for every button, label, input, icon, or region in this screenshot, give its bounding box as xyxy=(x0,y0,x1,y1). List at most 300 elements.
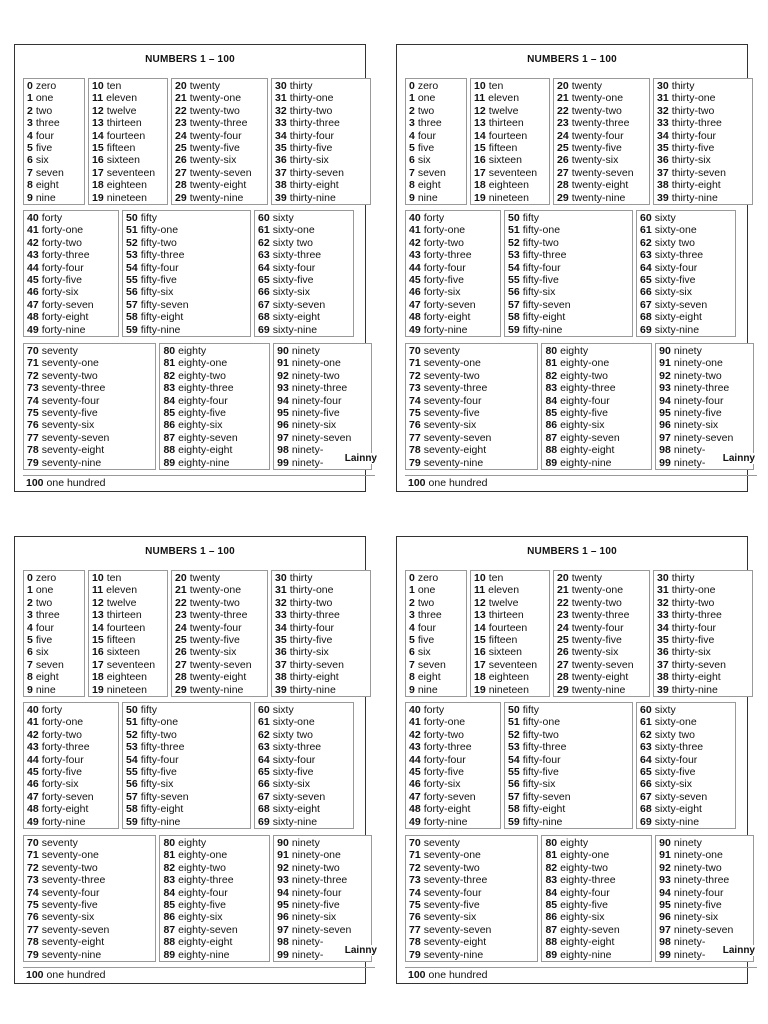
number-row xyxy=(409,572,466,584)
number-word: thirty-one xyxy=(671,92,716,105)
number-row xyxy=(163,911,269,923)
number-word: thirty-seven xyxy=(671,166,726,179)
number-word: fifty-three xyxy=(522,741,567,754)
number-word: six xyxy=(35,646,49,659)
number-word: seventy-five xyxy=(41,406,98,419)
number-row xyxy=(557,609,649,621)
number-column xyxy=(23,343,156,470)
number-row xyxy=(557,597,649,609)
number-word: nineteen xyxy=(488,191,529,204)
number-word: eighteen xyxy=(106,179,147,192)
number-digit: 58 xyxy=(126,803,138,816)
number-digit: 11 xyxy=(92,92,104,105)
number-row xyxy=(27,419,155,431)
number-row xyxy=(557,646,649,658)
number-row xyxy=(27,274,118,286)
number-word: eighty-six xyxy=(560,419,605,432)
number-row xyxy=(557,659,649,671)
number-digit: 46 xyxy=(27,778,39,791)
number-word: forty-nine xyxy=(41,323,86,336)
number-word: ninety xyxy=(673,345,702,357)
number-digit: 37 xyxy=(657,658,669,671)
number-row xyxy=(409,936,537,948)
number-digit: 72 xyxy=(27,861,39,874)
number-digit: 98 xyxy=(659,936,671,949)
number-digit: 65 xyxy=(640,765,652,778)
number-digit: 24 xyxy=(557,621,569,634)
number-word: forty-one xyxy=(41,224,84,237)
number-word: sixty-nine xyxy=(272,323,318,336)
number-column xyxy=(405,210,501,337)
number-word: fifty-eight xyxy=(140,311,184,324)
number-word: sixty-four xyxy=(654,753,698,766)
number-word: sixty-six xyxy=(654,778,693,791)
number-word: forty-two xyxy=(423,236,464,249)
number-digit: 0 xyxy=(27,80,33,92)
number-digit: 97 xyxy=(659,431,671,444)
number-word: eighty-three xyxy=(560,874,616,887)
number-digit: 34 xyxy=(657,621,669,634)
number-column xyxy=(553,570,650,697)
number-word: three xyxy=(35,117,60,130)
number-digit: 43 xyxy=(409,741,421,754)
number-digit: 9 xyxy=(409,191,415,204)
number-column xyxy=(405,702,501,829)
number-digit: 37 xyxy=(275,166,287,179)
number-word: forty-eight xyxy=(423,311,471,324)
number-digit: 44 xyxy=(409,261,421,274)
number-digit: 92 xyxy=(659,861,671,874)
number-word: nine xyxy=(417,683,438,696)
number-digit: 32 xyxy=(657,104,669,117)
number-digit: 72 xyxy=(409,369,421,382)
number-word: eighty-nine xyxy=(178,948,230,961)
number-digit: 84 xyxy=(163,886,176,899)
number-row xyxy=(659,357,753,369)
number-digit: 41 xyxy=(409,224,421,237)
number-word: seventy-three xyxy=(41,874,106,887)
number-digit: 39 xyxy=(275,191,287,204)
number-digit: 19 xyxy=(92,683,104,696)
number-word: ninety- xyxy=(673,444,706,457)
number-row xyxy=(92,130,167,142)
number-word: seven xyxy=(417,166,446,179)
number-digit: 0 xyxy=(27,572,33,584)
number-row xyxy=(27,572,84,584)
number-row xyxy=(27,597,84,609)
number-row xyxy=(657,684,752,696)
number-row xyxy=(545,874,651,886)
number-word: fifty-one xyxy=(140,224,179,237)
number-row xyxy=(92,117,167,129)
number-row xyxy=(474,117,549,129)
number-row xyxy=(163,407,269,419)
number-word: eighty-seven xyxy=(178,923,238,936)
number-row xyxy=(126,791,250,803)
number-word: twenty-one xyxy=(571,584,624,597)
number-digit: 77 xyxy=(409,431,421,444)
number-word: seven xyxy=(417,658,446,671)
number-row xyxy=(474,684,549,696)
number-row xyxy=(640,754,735,766)
number-column xyxy=(470,78,550,205)
number-column xyxy=(405,835,538,962)
number-digit: 27 xyxy=(557,166,569,179)
number-word: four xyxy=(417,129,436,142)
number-word: fifty-six xyxy=(140,778,174,791)
number-digit: 68 xyxy=(258,803,270,816)
number-digit: 99 xyxy=(277,948,289,961)
number-row xyxy=(640,286,735,298)
number-digit: 86 xyxy=(545,911,558,924)
number-word: fifty-five xyxy=(522,765,559,778)
number-row xyxy=(163,862,269,874)
number-word: sixty-eight xyxy=(654,803,702,816)
number-digit: 8 xyxy=(27,671,33,684)
number-row xyxy=(277,345,371,357)
number-row xyxy=(27,370,155,382)
number-digit: 89 xyxy=(545,456,558,469)
number-column xyxy=(541,343,652,470)
number-word: seventy xyxy=(41,345,78,357)
number-word: seventy-four xyxy=(423,394,482,407)
number-word: forty-five xyxy=(41,273,82,286)
number-digit: 20 xyxy=(557,80,569,92)
number-digit: 38 xyxy=(657,671,669,684)
number-digit: 91 xyxy=(659,357,671,370)
number-row xyxy=(657,609,752,621)
number-digit: 59 xyxy=(126,323,138,336)
number-word: eleven xyxy=(488,584,520,597)
number-row xyxy=(657,167,752,179)
number-word: twenty-two xyxy=(189,596,240,609)
number-word: eighty-five xyxy=(560,406,608,419)
number-digit: 98 xyxy=(277,444,289,457)
number-digit: 23 xyxy=(175,609,187,622)
number-row xyxy=(126,286,250,298)
number-word: thirty-five xyxy=(671,633,715,646)
number-word: twenty-seven xyxy=(189,166,252,179)
number-word: eighty-eight xyxy=(560,936,615,949)
number-digit: 82 xyxy=(545,861,558,874)
number-digit: 50 xyxy=(508,212,520,224)
number-digit: 62 xyxy=(258,236,270,249)
number-word: sixty-three xyxy=(654,741,704,754)
number-word: fifteen xyxy=(488,633,518,646)
number-column xyxy=(405,343,538,470)
number-digit: 86 xyxy=(545,419,558,432)
number-digit: 53 xyxy=(508,249,520,262)
number-row xyxy=(409,345,537,357)
number-word: sixty-seven xyxy=(654,298,708,311)
number-digit: 69 xyxy=(258,323,270,336)
number-digit: 95 xyxy=(277,898,289,911)
number-row xyxy=(126,716,250,728)
number-word: seventeen xyxy=(106,166,156,179)
number-row xyxy=(409,311,500,323)
number-word: twenty-seven xyxy=(189,658,252,671)
number-digit: 85 xyxy=(163,406,176,419)
number-column xyxy=(273,835,372,962)
number-row xyxy=(409,212,500,224)
number-row xyxy=(258,754,353,766)
number-word: fifty xyxy=(522,704,540,716)
number-word: twenty-two xyxy=(571,596,622,609)
number-digit: 67 xyxy=(640,790,652,803)
number-row xyxy=(27,457,155,469)
number-row xyxy=(258,816,353,828)
number-row xyxy=(175,584,267,596)
number-word: thirty-one xyxy=(289,92,334,105)
number-column xyxy=(504,210,633,337)
number-digit: 28 xyxy=(557,179,569,192)
number-word: forty-three xyxy=(423,249,472,262)
number-word: ninety- xyxy=(673,936,706,949)
number-column xyxy=(159,835,270,962)
number-digit: 8 xyxy=(409,179,415,192)
number-word: eighty-six xyxy=(178,911,223,924)
number-digit: 87 xyxy=(545,431,558,444)
number-word: eighty-nine xyxy=(178,456,230,469)
number-word: twenty-two xyxy=(189,104,240,117)
number-digit: 17 xyxy=(474,166,486,179)
number-digit: 37 xyxy=(657,166,669,179)
number-word: sixteen xyxy=(106,646,140,659)
number-digit: 73 xyxy=(409,874,421,887)
number-word: forty xyxy=(41,704,63,716)
number-word: sixty two xyxy=(654,728,695,741)
number-digit: 29 xyxy=(557,191,569,204)
number-digit: 13 xyxy=(474,609,486,622)
number-row xyxy=(640,237,735,249)
number-row xyxy=(409,432,537,444)
number-digit: 83 xyxy=(545,874,558,887)
number-row xyxy=(557,142,649,154)
number-row xyxy=(659,911,753,923)
number-digit: 18 xyxy=(92,179,104,192)
number-row xyxy=(277,911,371,923)
number-digit: 60 xyxy=(640,704,652,716)
number-digit: 29 xyxy=(175,191,187,204)
number-row xyxy=(409,816,500,828)
number-word: sixty-seven xyxy=(272,298,326,311)
number-word: ninety- xyxy=(291,948,324,961)
number-digit: 25 xyxy=(175,141,187,154)
number-row xyxy=(27,224,118,236)
number-digit: 55 xyxy=(126,765,138,778)
number-row xyxy=(409,142,466,154)
number-digit: 12 xyxy=(92,596,104,609)
number-row xyxy=(545,395,651,407)
number-row xyxy=(545,357,651,369)
number-word: three xyxy=(35,609,60,622)
number-row xyxy=(126,754,250,766)
number-word: eighty-four xyxy=(560,886,610,899)
number-digit: 64 xyxy=(640,261,652,274)
number-digit: 89 xyxy=(545,948,558,961)
number-row xyxy=(27,444,155,456)
number-word: eighty-one xyxy=(178,357,228,370)
number-word: fifty-four xyxy=(522,753,561,766)
number-row xyxy=(27,395,155,407)
number-row xyxy=(409,791,500,803)
number-digit: 19 xyxy=(474,191,486,204)
number-row xyxy=(27,741,118,753)
number-row xyxy=(92,646,167,658)
number-row xyxy=(659,395,753,407)
number-digit: 70 xyxy=(409,345,421,357)
number-word: eighty-three xyxy=(178,382,234,395)
number-digit: 51 xyxy=(508,224,520,237)
number-digit: 37 xyxy=(275,658,287,671)
number-digit: 90 xyxy=(277,345,289,357)
author-signature: Lainny xyxy=(344,945,377,956)
number-row xyxy=(508,741,632,753)
number-digit: 4 xyxy=(409,621,415,634)
number-row xyxy=(126,704,250,716)
number-digit: 99 xyxy=(659,456,671,469)
number-word: fifty-one xyxy=(522,716,561,729)
number-digit: 51 xyxy=(126,224,138,237)
number-digit: 58 xyxy=(508,311,520,324)
number-word: thirty-six xyxy=(289,154,329,167)
number-digit: 38 xyxy=(275,179,287,192)
number-row xyxy=(545,949,651,961)
number-digit: 93 xyxy=(277,382,289,395)
number-word: ninety-three xyxy=(291,874,348,887)
number-row xyxy=(657,597,752,609)
number-row xyxy=(163,419,269,431)
number-word: ninety-two xyxy=(291,861,340,874)
number-word: forty-four xyxy=(41,261,84,274)
number-digit: 41 xyxy=(27,716,39,729)
number-digit: 8 xyxy=(27,179,33,192)
number-digit: 79 xyxy=(27,456,39,469)
number-digit: 56 xyxy=(508,778,520,791)
number-row xyxy=(277,887,371,899)
number-row xyxy=(92,80,167,92)
number-word: fifty-nine xyxy=(140,815,181,828)
number-row xyxy=(409,862,537,874)
number-row xyxy=(557,634,649,646)
number-word: thirty-one xyxy=(671,584,716,597)
number-word: ninety-four xyxy=(291,886,342,899)
number-digit: 98 xyxy=(659,444,671,457)
number-word: ninety-one xyxy=(291,357,341,370)
number-digit: 18 xyxy=(474,179,486,192)
number-row xyxy=(545,444,651,456)
number-word: fourteen xyxy=(106,621,146,634)
number-digit: 54 xyxy=(126,753,138,766)
number-word: fifty-eight xyxy=(522,311,566,324)
number-word: ninety- xyxy=(291,456,324,469)
number-word: ninety-five xyxy=(291,406,340,419)
number-digit: 6 xyxy=(409,154,415,167)
number-digit: 30 xyxy=(657,572,669,584)
number-digit: 95 xyxy=(659,898,671,911)
number-digit: 11 xyxy=(474,92,486,105)
number-digit: 62 xyxy=(640,236,652,249)
number-word: thirty-four xyxy=(289,621,335,634)
number-row xyxy=(657,105,752,117)
number-digit: 55 xyxy=(508,765,520,778)
number-digit: 49 xyxy=(27,815,39,828)
number-digit: 64 xyxy=(258,261,270,274)
number-word: thirty-two xyxy=(289,596,333,609)
number-word: sixty-six xyxy=(654,286,693,299)
number-row xyxy=(474,92,549,104)
number-row xyxy=(175,192,267,204)
number-column xyxy=(159,343,270,470)
number-word: fifty-eight xyxy=(140,803,184,816)
number-row xyxy=(659,849,753,861)
number-digit: 65 xyxy=(640,273,652,286)
number-word: seventy-three xyxy=(41,382,106,395)
number-row xyxy=(409,262,500,274)
number-word: twenty-four xyxy=(571,129,624,142)
number-column xyxy=(23,78,85,205)
number-digit: 25 xyxy=(557,633,569,646)
number-row xyxy=(258,299,353,311)
number-word: ninety-one xyxy=(673,849,723,862)
number-word: sixty-four xyxy=(272,753,316,766)
number-digit: 36 xyxy=(275,154,287,167)
number-row xyxy=(640,249,735,261)
number-row xyxy=(277,899,371,911)
number-digit: 60 xyxy=(640,212,652,224)
number-column xyxy=(271,78,371,205)
number-digit: 19 xyxy=(92,191,104,204)
number-digit: 57 xyxy=(126,298,138,311)
number-row xyxy=(409,704,500,716)
number-word: ninety-two xyxy=(673,369,722,382)
number-digit: 53 xyxy=(126,741,138,754)
number-digit: 14 xyxy=(474,621,486,634)
number-digit: 68 xyxy=(640,311,652,324)
number-column xyxy=(254,702,354,829)
number-word: eighty-four xyxy=(178,886,228,899)
number-row xyxy=(27,936,155,948)
number-digit: 80 xyxy=(545,837,558,849)
number-row xyxy=(474,142,549,154)
number-digit: 65 xyxy=(258,765,270,778)
number-row xyxy=(126,311,250,323)
number-row xyxy=(409,659,466,671)
number-row xyxy=(659,382,753,394)
number-row xyxy=(277,874,371,886)
number-word: ninety-five xyxy=(673,406,722,419)
number-sheet xyxy=(396,44,755,492)
number-row xyxy=(659,874,753,886)
number-word: thirty-five xyxy=(289,633,333,646)
number-column xyxy=(405,78,467,205)
number-digit: 7 xyxy=(409,658,415,671)
number-word: thirteen xyxy=(106,117,142,130)
number-digit: 46 xyxy=(409,778,421,791)
number-word: forty-seven xyxy=(41,790,94,803)
number-digit: 76 xyxy=(409,419,421,432)
number-digit: 20 xyxy=(175,80,187,92)
number-row xyxy=(557,92,649,104)
number-word: eighty-three xyxy=(560,382,616,395)
number-digit: 41 xyxy=(27,224,39,237)
number-word: eighty-five xyxy=(178,406,226,419)
number-row xyxy=(409,382,537,394)
number-digit: 68 xyxy=(258,311,270,324)
number-word: seventy-four xyxy=(423,886,482,899)
number-row xyxy=(275,105,370,117)
number-row xyxy=(409,444,537,456)
